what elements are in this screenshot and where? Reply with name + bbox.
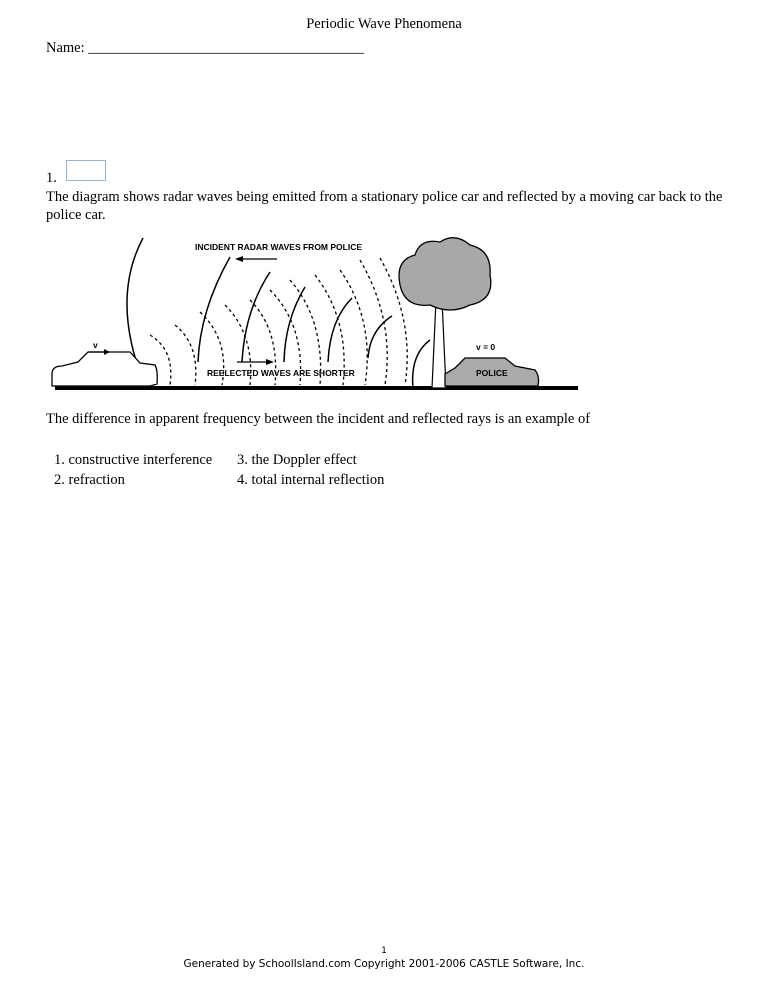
page-title: Periodic Wave Phenomena [306, 16, 462, 32]
choice-2[interactable]: 2. refraction [54, 472, 125, 488]
police-label: POLICE [476, 368, 508, 378]
choice-4[interactable]: 4. total internal reflection [237, 472, 385, 488]
question-number: 1. [46, 170, 57, 186]
moving-car [52, 352, 157, 386]
question-stem: The diagram shows radar waves being emitted from a stationary police car and reflected by a moving car back to the police car. [46, 189, 723, 223]
choice-3[interactable]: 3. the Doppler effect [237, 452, 357, 468]
incident-wavefront [284, 287, 305, 362]
police-speed-label: v = 0 [476, 342, 496, 352]
moving-car-velocity-label: v [93, 340, 98, 350]
incident-waves-label: INCIDENT RADAR WAVES FROM POLICE [195, 242, 363, 252]
incident-wavefront [242, 272, 270, 362]
reflected-waves-label: REELECTED WAVES ARE SHORTER [207, 368, 355, 378]
incident-wavefront [328, 298, 352, 362]
radar-doppler-diagram [0, 0, 768, 400]
incident-wavefront [368, 316, 392, 358]
footer-copyright: Generated by SchoolIsland.com Copyright 2001-2006 CASTLE Software, Inc. [183, 958, 585, 970]
incident-wavefront [413, 340, 430, 388]
incident-wavefront [198, 257, 230, 362]
choice-1[interactable]: 1. constructive interference [54, 452, 213, 468]
tree-trunk [432, 300, 446, 388]
tree-crown [399, 238, 491, 310]
question-prompt: The difference in apparent frequency between the incident and reflected rays is an example of [46, 411, 591, 427]
page-number: 1 [381, 946, 387, 956]
name-field-label: Name: ______________________________________ [46, 40, 364, 56]
